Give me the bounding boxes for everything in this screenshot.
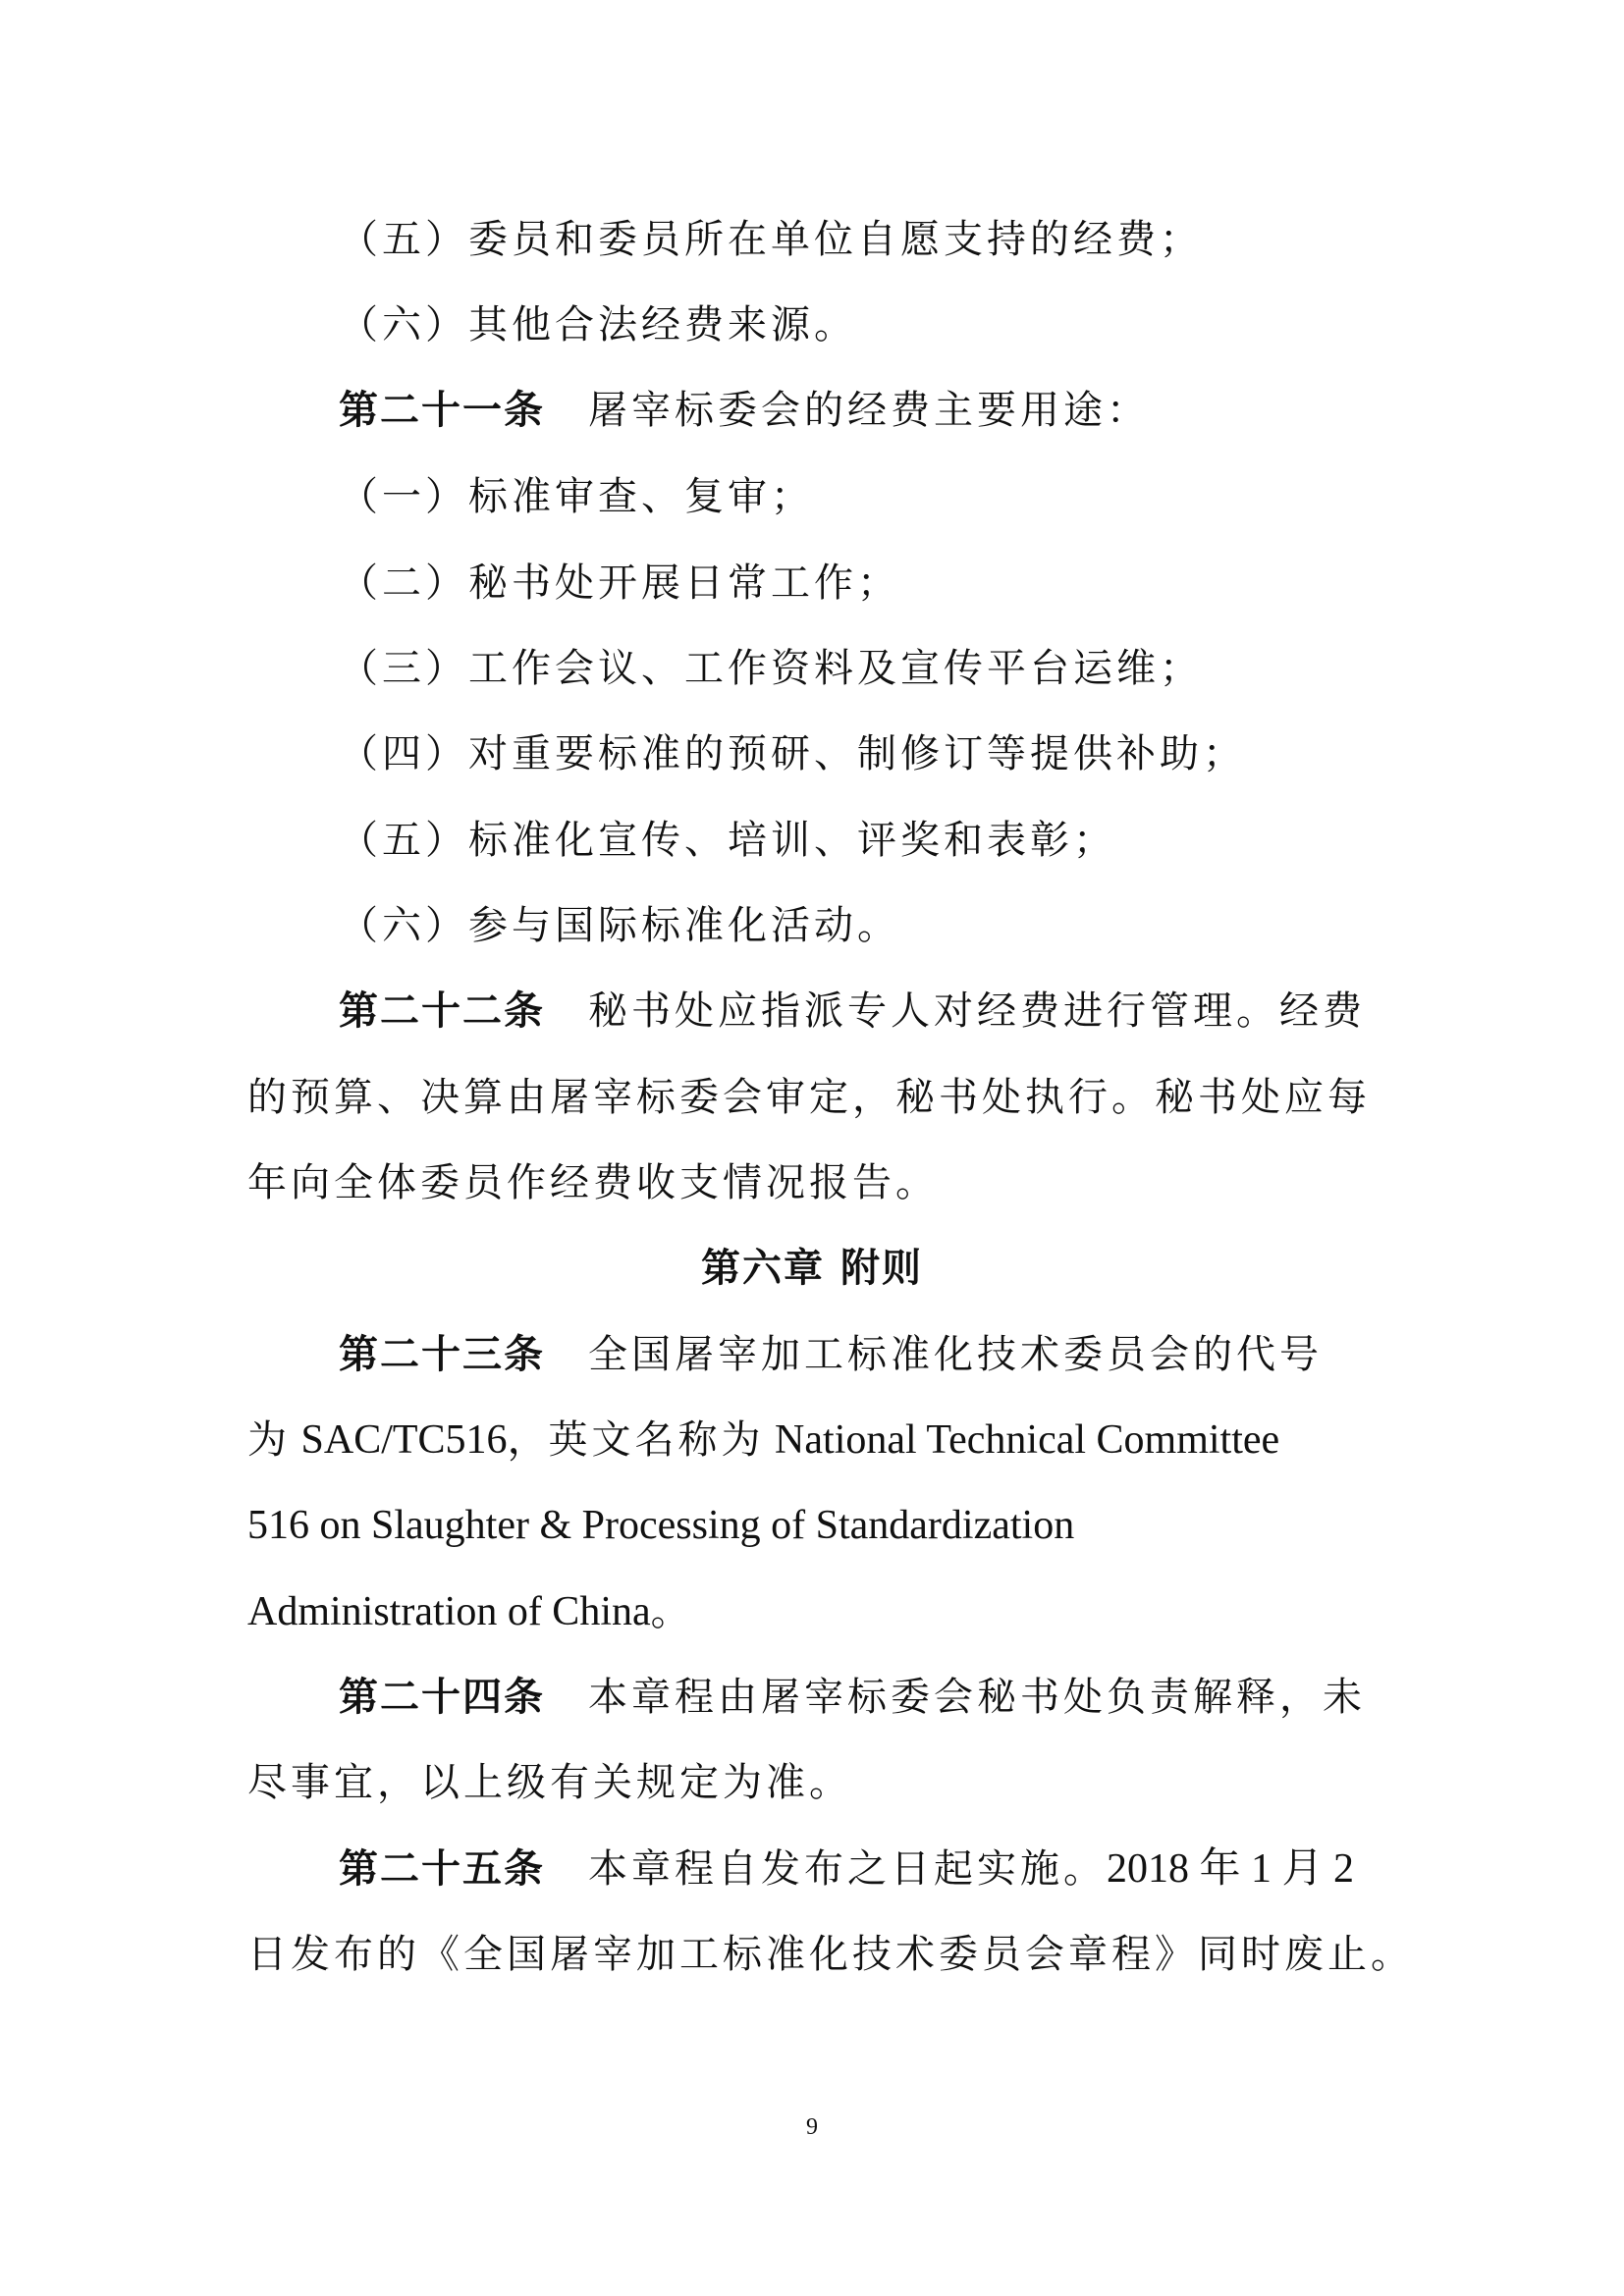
article-21 [339,385,1150,436]
article-23-line-4 [247,1586,694,1637]
article-24-text-1: 本章程由屠宰标委会秘书处负责解释，未 [588,1675,1366,1720]
article-23-english-name-3: Administration of China [247,1589,651,1634]
article-21-title: 第二十一条 [339,388,545,433]
article-25-date: 2018 年 1 月 2 [1107,1846,1355,1892]
use-item-1: （一）标准审查、复审； [339,474,814,519]
article-23-english-name-2: 516 on Slaughter & Processing of Standardization [247,1503,1075,1548]
article-22-line-3: 年向全体委员作经费收支情况报告。 [247,1160,939,1205]
article-23-text-1: 全国屠宰加工标准化技术委员会的代号 [588,1332,1323,1377]
use-item-2: （二）秘书处开展日常工作； [339,561,900,606]
article-25-text-1a: 本章程自发布之日起实施。 [588,1846,1107,1892]
article-22-title: 第二十二条 [339,988,545,1034]
article-23-english-name-1: National Technical Committee [764,1417,1280,1463]
article-22-text-1: 秘书处应指派专人对经费进行管理。经费 [588,988,1366,1034]
article-23-line-1 [339,1329,1323,1380]
article-23-line-2 [247,1415,1279,1466]
use-item-6: （六）参与国际标准化活动。 [339,903,900,948]
article-24-line-2: 尽事宜，以上级有关规定为准。 [247,1760,852,1805]
article-23-text-2a: 为 [247,1417,291,1463]
use-item-4: （四）对重要标准的预研、制修订等提供补助； [339,731,1246,776]
article-22-line-2: 的预算、决算由屠宰标委会审定，秘书处执行。秘书处应每 [247,1075,1371,1120]
article-25-line-2: 日发布的《全国屠宰加工标准化技术委员会章程》同时废止。 [247,1932,1414,1977]
article-25-title: 第二十五条 [339,1846,545,1892]
article-23-end-mark: 。 [650,1589,694,1634]
article-25-line-1 [339,1843,1354,1895]
article-21-text: 屠宰标委会的经费主要用途： [588,388,1150,433]
page-number: 9 [806,2114,818,2140]
item-six-funding: （六）其他合法经费来源。 [339,302,857,347]
article-22-line-1 [339,986,1366,1037]
article-24-title: 第二十四条 [339,1675,545,1720]
chapter-6-heading: 第六章 附则 [701,1246,923,1291]
article-23-text-2c: 英文名称为 [548,1417,765,1463]
use-item-5: （五）标准化宣传、培训、评奖和表彰； [339,818,1116,863]
article-23-title: 第二十三条 [339,1332,545,1377]
item-five-funding: （五）委员和委员所在单位自愿支持的经费； [339,217,1203,262]
article-23-code: SAC/TC516， [291,1417,549,1463]
article-24-line-1 [339,1672,1366,1723]
use-item-3: （三）工作会议、工作资料及宣传平台运维； [339,646,1203,691]
